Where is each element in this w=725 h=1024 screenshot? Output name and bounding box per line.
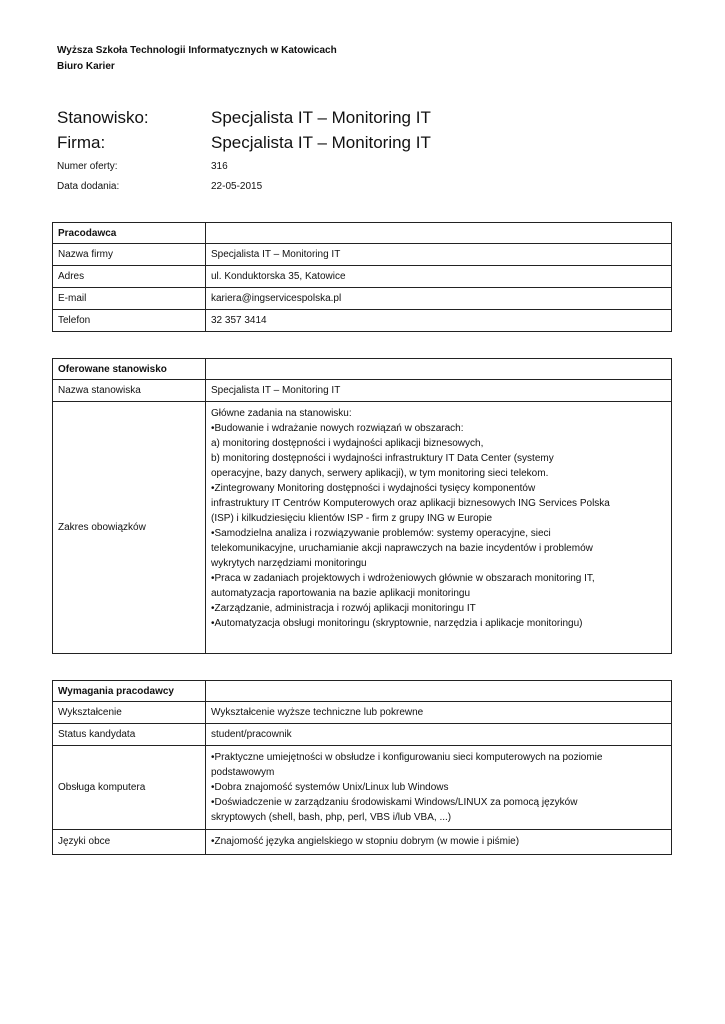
company-name: Specjalista IT – Monitoring IT <box>211 133 431 152</box>
duties-line: automatyzacja raportowania na bazie aplikacji monitoringu <box>211 588 471 599</box>
table-row <box>53 380 672 402</box>
duties-line: operacyjne, bazy danych, serwery aplikacji), w tym monitoring sieci telekom. <box>211 468 549 479</box>
position-header-empty <box>206 359 672 380</box>
phone-value: 32 357 3414 <box>206 310 672 332</box>
computer-skills-label: Obsługa komputera <box>53 746 206 830</box>
address-value: ul. Konduktorska 35, Katowice <box>206 266 672 288</box>
table-row <box>53 830 672 855</box>
duties-line: •Budowanie i wdrażanie nowych rozwiązań w obszarach: <box>211 423 464 434</box>
duties-line: •Zintegrowany Monitoring dostępności i wydajności tysięcy komponentów <box>211 483 536 494</box>
position-name-value: Specjalista IT – Monitoring IT <box>206 380 672 402</box>
email-value: kariera@ingservicespolska.pl <box>206 288 672 310</box>
duties-line: (ISP) i kilkudziesięciu klientów ISP - firm z grupy ING w Europie <box>211 513 493 524</box>
computer-skills-line: •Dobra znajomość systemów Unix/Linux lub Windows <box>211 782 449 793</box>
requirements-section-title: Wymagania pracodawcy <box>53 681 206 702</box>
duties-line: Główne zadania na stanowisku: <box>211 408 352 419</box>
duties-value <box>206 402 672 654</box>
duties-line: wykrytych narzędziami monitoringu <box>211 558 367 569</box>
position-name-label: Nazwa stanowiska <box>53 380 206 402</box>
position-table <box>52 358 672 654</box>
employer-section-title: Pracodawca <box>53 223 206 244</box>
table-row <box>53 266 672 288</box>
company-label: Firma: <box>57 133 106 152</box>
position-title: Specjalista IT – Monitoring IT <box>211 108 431 127</box>
computer-skills-line: •Praktyczne umiejętności w obsłudze i konfigurowaniu sieci komputerowych na poziomie <box>211 752 603 763</box>
duties-line: •Zarządzanie, administracja i rozwój aplikacji monitoringu IT <box>211 603 476 614</box>
address-label: Adres <box>53 266 206 288</box>
table-row <box>53 746 672 830</box>
duties-line: •Samodzielna analiza i rozwiązywanie problemów: systemy operacyjne, sieci <box>211 528 551 539</box>
table-row <box>53 402 672 654</box>
company-name-label: Nazwa firmy <box>53 244 206 266</box>
office-name: Biuro Karier <box>57 61 115 72</box>
languages-label: Języki obce <box>53 830 206 855</box>
employer-table <box>52 222 672 332</box>
duties-line: •Automatyzacja obsługi monitoringu (skryptownie, narzędzia i aplikacje monitoringu) <box>211 618 583 629</box>
phone-label: Telefon <box>53 310 206 332</box>
duties-line: a) monitoring dostępności i wydajności aplikacji biznesowych, <box>211 438 484 449</box>
duties-line: b) monitoring dostępności i wydajności infrastruktury IT Data Center (systemy <box>211 453 554 464</box>
computer-skills-line: podstawowym <box>211 767 275 778</box>
computer-skills-line: skryptowych (shell, bash, php, perl, VBS i/lub VBA, ...) <box>211 812 452 823</box>
school-name: Wyższa Szkoła Technologii Informatycznych w Katowicach <box>57 45 337 56</box>
date-added-label: Data dodania: <box>57 181 120 192</box>
duties-line: •Praca w zadaniach projektowych i wdrożeniowych głównie w obszarach monitoring IT, <box>211 573 595 584</box>
requirements-header-empty <box>206 681 672 702</box>
candidate-status-label: Status kandydata <box>53 724 206 746</box>
computer-skills-value <box>206 746 672 830</box>
duties-line: infrastruktury IT Centrów Komputerowych oraz aplikacji biznesowych ING Services Polska <box>211 498 610 509</box>
duties-line: telekomunikacyjne, uruchamianie akcji naprawczych na bazie incydentów i problemów <box>211 543 593 554</box>
education-label: Wykształcenie <box>53 702 206 724</box>
requirements-table <box>52 680 672 855</box>
position-section-title: Oferowane stanowisko <box>53 359 206 380</box>
table-row <box>53 244 672 266</box>
date-added: 22-05-2015 <box>211 181 263 192</box>
computer-skills-line: •Doświadczenie w zarządzaniu środowiskami Windows/LINUX za pomocą języków <box>211 797 578 808</box>
company-name-value: Specjalista IT – Monitoring IT <box>206 244 672 266</box>
table-row <box>53 724 672 746</box>
table-row <box>53 288 672 310</box>
education-value: Wykształcenie wyższe techniczne lub pokrewne <box>206 702 672 724</box>
email-label: E-mail <box>53 288 206 310</box>
candidate-status-value: student/pracownik <box>206 724 672 746</box>
duties-label: Zakres obowiązków <box>53 402 206 654</box>
languages-value: •Znajomość języka angielskiego w stopniu dobrym (w mowie i piśmie) <box>206 830 672 855</box>
offer-number: 316 <box>211 161 228 172</box>
employer-header-empty <box>206 223 672 244</box>
table-row <box>53 702 672 724</box>
table-row <box>53 310 672 332</box>
position-label: Stanowisko: <box>57 108 149 127</box>
offer-number-label: Numer oferty: <box>57 161 118 172</box>
